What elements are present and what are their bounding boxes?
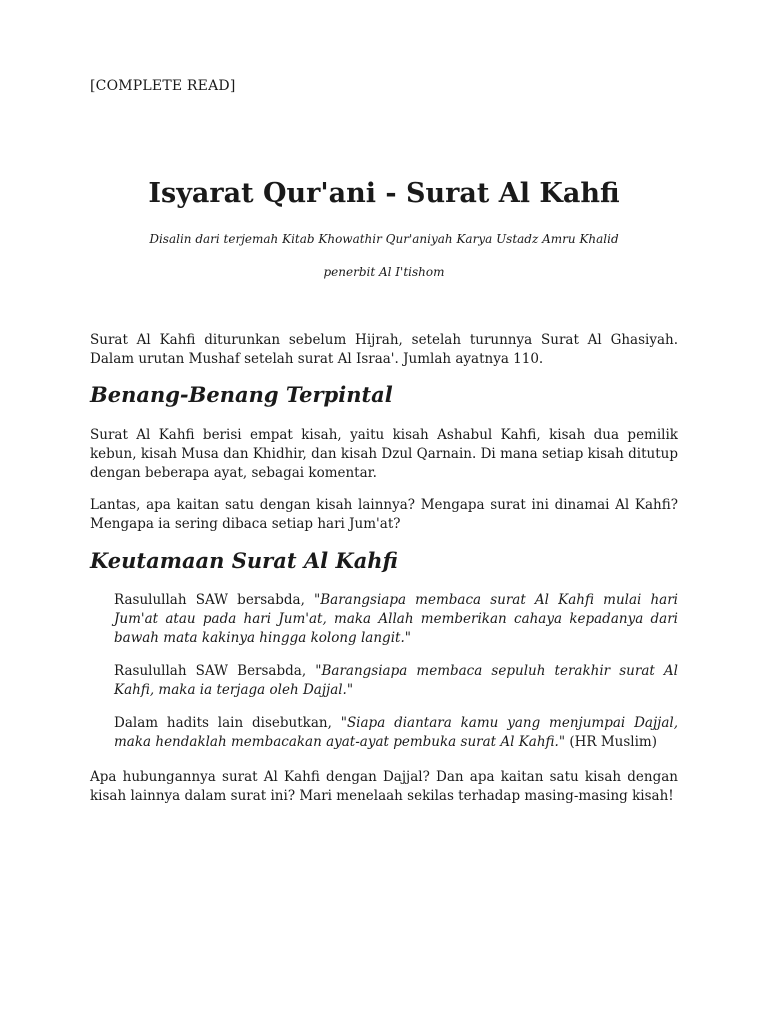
- hadith-text: Barangsiapa membaca sepuluh terakhir surat Al Kahfi, maka ia terjaga oleh Dajjal.: [114, 663, 678, 698]
- closing-paragraph: Apa hubungannya surat Al Kahfi dengan Dajjal? Dan apa kaitan satu kisah dengan kisah lainnya dalam surat ini? Mari menelaah sekilas terhadap masing-masing kisah!: [90, 769, 678, 804]
- hadith-text: Barangsiapa membaca surat Al Kahfi mulai hari Jum'at atau pada hari Jum'at, maka Allah memberikan cahaya kepadanya dari bawah mata kakinya hingga kolong langit.: [114, 592, 678, 646]
- hadith-tail: ": [404, 630, 411, 646]
- section-heading-benang: Benang-Benang Terpintal: [90, 382, 393, 407]
- hadith-quote-1: [114, 591, 678, 648]
- hadith-tail: ": [346, 682, 354, 698]
- hadith-lead: Rasulullah SAW bersabda, ": [114, 592, 321, 608]
- complete-read-tag: [COMPLETE READ]: [90, 78, 236, 94]
- hadith-quote-2: [114, 662, 678, 700]
- intro-paragraph: Surat Al Kahfi diturunkan sebelum Hijrah, setelah turunnya Surat Al Ghasiyah. Dalam urutan Mushaf setelah surat Al Israa'. Jumlah ayatnya 110.: [90, 332, 678, 367]
- section-heading-keutamaan: Keutamaan Surat Al Kahfi: [90, 548, 398, 573]
- source-note: Disalin dari terjemah Kitab Khowathir Qur'aniyah Karya Ustadz Amru Khalid: [149, 232, 619, 246]
- hadith-quote-3: [114, 714, 678, 752]
- section1-paragraph-1: Surat Al Kahfi berisi empat kisah, yaitu kisah Ashabul Kahfi, kisah dua pemilik kebun, kisah Musa dan Khidhir, dan kisah Dzul Qarnain. Di mana setiap kisah ditutup dengan beberapa ayat, sebagai komentar.: [90, 427, 678, 481]
- section1-paragraph-2: Lantas, apa kaitan satu dengan kisah lainnya? Mengapa surat ini dinamai Al Kahfi? Mengapa ia sering dibaca setiap hari Jum'at?: [90, 497, 678, 532]
- document-title: Isyarat Qur'ani - Surat Al Kahfi: [148, 178, 620, 209]
- hadith-tail: " (HR Muslim): [558, 734, 657, 750]
- publisher-note: penerbit Al I'tishom: [323, 265, 445, 279]
- hadith-lead: Rasulullah SAW Bersabda, ": [114, 663, 322, 679]
- hadith-text: Siapa diantara kamu yang menjumpai Dajjal, maka hendaklah membacakan ayat-ayat pembuka surat Al Kahfi.: [114, 715, 678, 750]
- hadith-lead: Dalam hadits lain disebutkan, ": [114, 715, 347, 731]
